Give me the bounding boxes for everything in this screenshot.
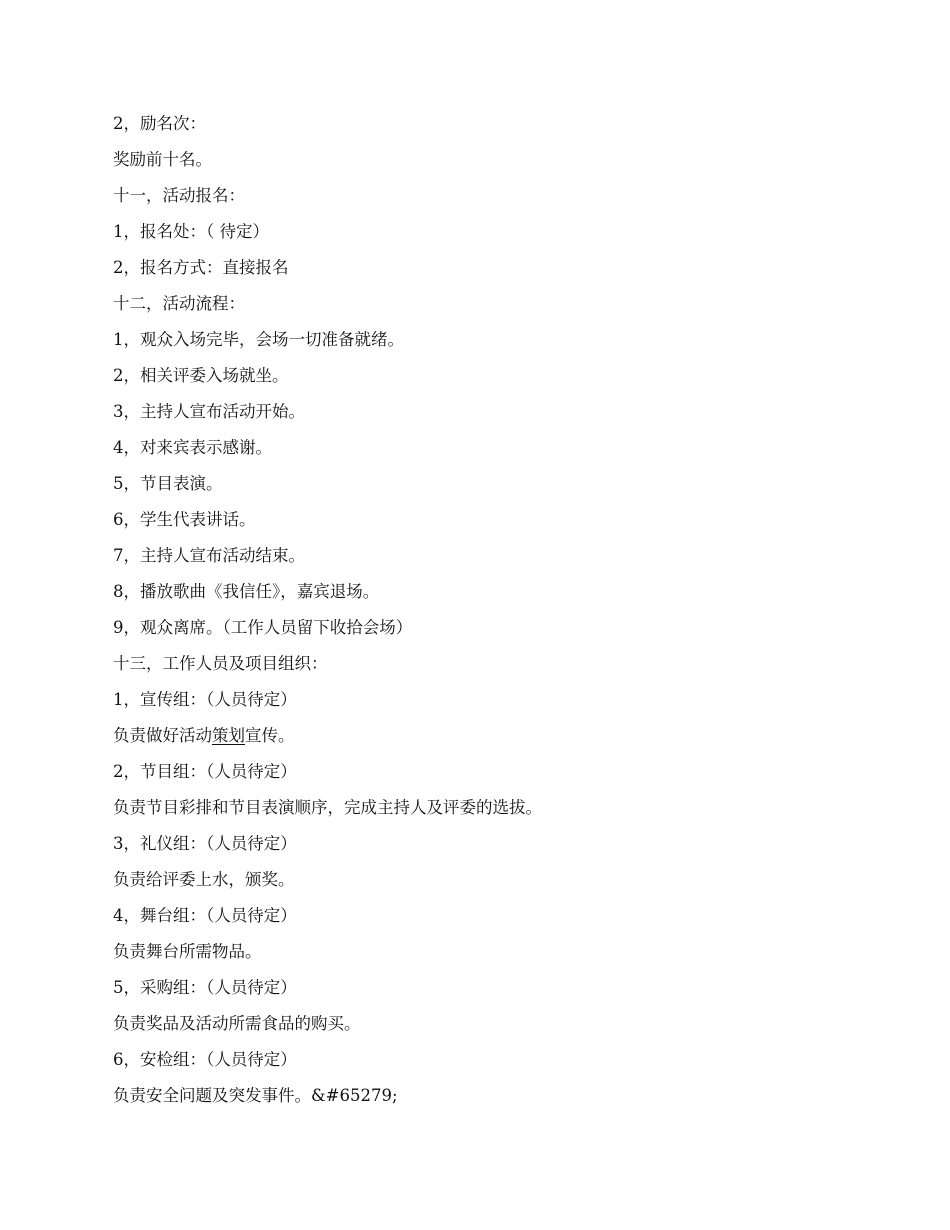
list-item: 9，观众离席。（工作人员留下收拾会场） [113,618,413,637]
paragraph: 负责给评委上水，颁奖。 [113,870,295,889]
section-heading: 十三，工作人员及项目组织： [113,654,328,673]
paragraph: 负责舞台所需物品。 [113,942,262,961]
paragraph [113,718,833,754]
paragraph: 负责安全问题及突发事件。&#65279; [113,1086,398,1105]
paragraph: 负责奖品及活动所需食品的购买。 [113,1014,361,1033]
list-item: 3，主持人宣布活动开始。 [113,402,305,421]
list-item: 2，相关评委入场就坐。 [113,366,289,385]
list-item: 6，学生代表讲话。 [113,510,256,529]
list-item: 6，安检组：（人员待定） [113,1050,297,1069]
text-segment: 负责做好活动 [113,726,212,745]
section-heading: 十二，活动流程： [113,294,245,313]
list-item: 7，主持人宣布活动结束。 [113,546,305,565]
list-item: 2，报名方式：直接报名 [113,258,289,277]
list-item: 3，礼仪组：（人员待定） [113,834,297,853]
list-item: 4，舞台组：（人员待定） [113,906,297,925]
document-body [113,106,833,1114]
list-item: 8，播放歌曲《我信任》，嘉宾退场。 [113,582,380,601]
list-item: 1，观众入场完毕，会场一切准备就绪。 [113,330,404,349]
paragraph: 奖励前十名。 [113,150,212,169]
list-item: 2，节目组：（人员待定） [113,762,297,781]
section-heading: 2，励名次： [113,114,206,133]
planning-link[interactable]: 策划 [212,726,245,745]
paragraph: 负责节目彩排和节目表演顺序，完成主持人及评委的选拔。 [113,798,542,817]
list-item: 5，节目表演。 [113,474,223,493]
list-item: 4，对来宾表示感谢。 [113,438,272,457]
text-segment: 宣传。 [245,726,295,745]
list-item: 1，报名处：（ 待定） [113,222,269,241]
section-heading: 十一，活动报名： [113,186,245,205]
list-item: 5，采购组：（人员待定） [113,978,297,997]
list-item: 1，宣传组：（人员待定） [113,690,297,709]
